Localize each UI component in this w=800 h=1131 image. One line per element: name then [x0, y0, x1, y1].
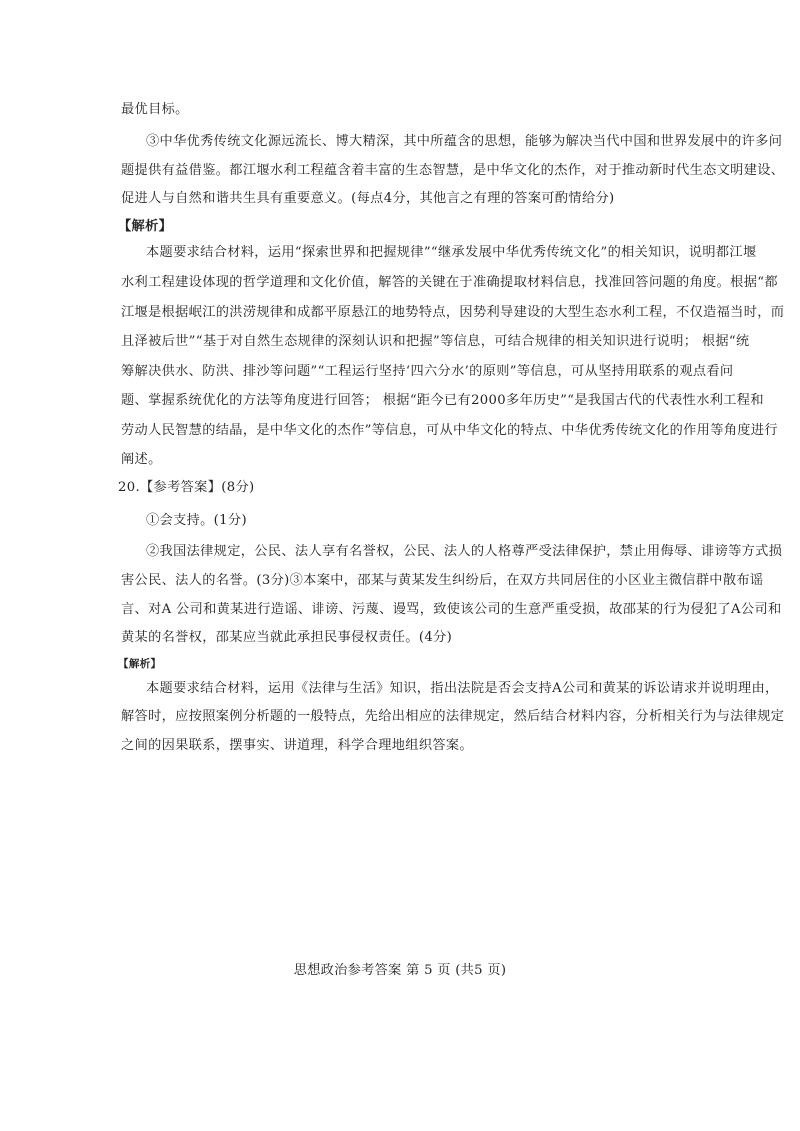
answer-line: ②我国法律规定，公民、法人享有名誉权，公民、法人的人格尊严受法律保护，禁止用侮辱、诽谤等方式损 [146, 544, 783, 559]
answer-line: 害公民、法人的名誉。(3分)③本案中，邵某与黄某发生纠纷后，在双方共同居住的小区业主微信群中散布谣 [121, 573, 764, 588]
analysis-line: 题、掌握系统优化的方法等角度进行回答； 根据“距今已有2000多年历史”“是我国古代的代表性水利工程和 [121, 393, 764, 408]
page-footer: 思想政治参考答案 第 5 页 (共5 页) [293, 963, 507, 978]
analysis-label: 【解析】 [118, 219, 173, 234]
analysis-line: 本题要求结合材料，运用“探索世界和把握规律”“继承发展中华优秀传统文化”的相关知识，说明都江堰 [146, 245, 757, 260]
analysis-line: 之间的因果联系，摆事实、讲道理，科学合理地组织答案。 [121, 738, 473, 753]
analysis-label: 【解析】 [118, 658, 162, 670]
answer-line: ①会支持。(1分) [146, 513, 247, 528]
analysis-line: 筹解决供水、防洪、排沙等问题”“工程运行坚持‘四六分水’的原则”等信息，可从坚持用联系的观点看问 [121, 364, 734, 379]
question-heading: 20.【参考答案】(8分) [118, 480, 255, 495]
analysis-line: 且泽被后世”“基于对自然生态规律的深刻认识和把握”等信息，可结合规律的相关知识进行说明； 根据“统 [121, 334, 750, 349]
answer-line: 黄某的名誉权，邵某应当就此承担民事侵权责任。(4分) [121, 630, 453, 645]
answer-line: 题提供有益借鉴。都江堰水利工程蕴含着丰富的生态智慧，是中华文化的杰作，对于推动新时代生态文明建设、 [121, 163, 785, 178]
analysis-line: 江堰是根据岷江的洪涝规律和成都平原悬江的地势特点，因势利导建设的大型生态水利工程，不仅造福当时，而 [121, 305, 785, 320]
answer-line: 促进人与自然和谐共生具有重要意义。(每点4分，其他言之有理的答案可酌情给分) [121, 191, 615, 206]
analysis-line: 解答时，应按照案例分析题的一般特点，先给出相应的法律规定，然后结合材料内容，分析相关行为与法律规定 [121, 709, 785, 724]
analysis-line: 劳动人民智慧的结晶，是中华文化的杰作”等信息，可从中华文化的特点、中华优秀传统文化的作用等角度进行 [121, 423, 778, 438]
analysis-line: 阐述。 [121, 452, 162, 467]
answer-line: 言、对A 公司和黄某进行造谣、诽谤、污蔑、谩骂，致使该公司的生意严重受损，故邵某的行为侵犯了A公司和 [121, 602, 782, 617]
answer-line: ③中华优秀传统文化源远流长、博大精深，其中所蕴含的思想，能够为解决当代中国和世界发展中的许多问 [146, 134, 783, 149]
analysis-line: 水利工程建设体现的哲学道理和文化价值，解答的关键在于准确提取材料信息，找准回答问题的角度。根据“都 [121, 275, 778, 290]
analysis-line: 本题要求结合材料，运用《法律与生活》知识，指出法院是否会支持A公司和黄某的诉讼请求并说明理由， [146, 681, 779, 696]
answer-line: 最优目标。 [121, 102, 189, 117]
